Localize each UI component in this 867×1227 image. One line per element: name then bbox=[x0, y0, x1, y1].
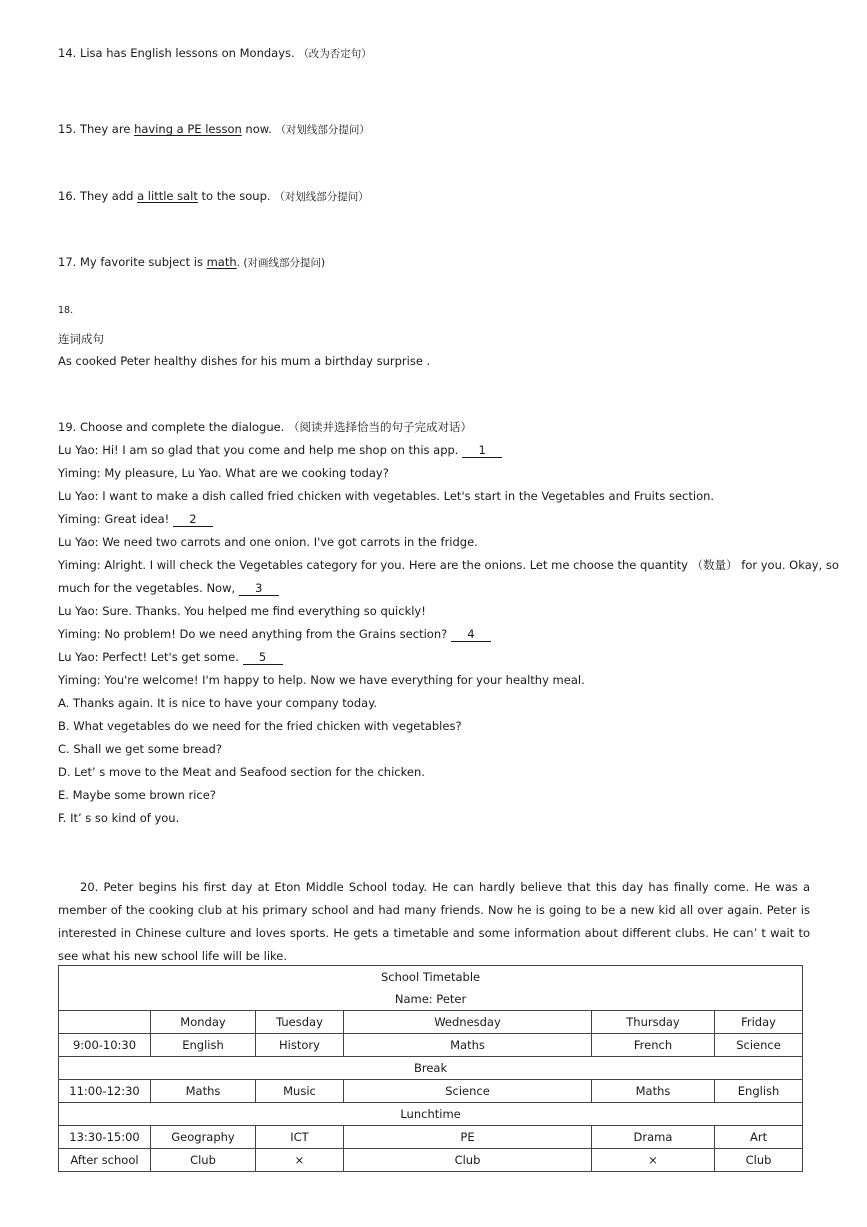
question-17 bbox=[58, 254, 325, 271]
dialogue-text: Yiming: Alright. I will check the Vegetables category for you. Here are the onions. Let me choose the quantity （数量） for you. Okay, so bbox=[58, 558, 839, 572]
subject-cell: Art bbox=[715, 1126, 803, 1149]
dialogue-text: much for the vegetables. Now, bbox=[58, 581, 239, 595]
dialogue-line bbox=[58, 534, 478, 550]
answer-blank[interactable]: 2 bbox=[173, 513, 213, 527]
option-item: D. Let’ s move to the Meat and Seafood section for the chicken. bbox=[58, 765, 425, 779]
day-header: Thursday bbox=[592, 1011, 715, 1034]
timetable-row bbox=[59, 1149, 803, 1172]
subject-cell: Club bbox=[715, 1149, 803, 1172]
subject-cell: French bbox=[592, 1034, 715, 1057]
time-cell: 9:00-10:30 bbox=[59, 1034, 151, 1057]
dialogue-line bbox=[58, 649, 283, 665]
q15-prefix: 15. They are bbox=[58, 122, 135, 136]
timetable bbox=[58, 965, 803, 1172]
day-header: Tuesday bbox=[256, 1011, 344, 1034]
subject-cell: Maths bbox=[151, 1080, 256, 1103]
dialogue-text: Lu Yao: I want to make a dish called fried chicken with vegetables. Let's start in the Vegetables and Fruits section. bbox=[58, 489, 715, 503]
subject-cell: Science bbox=[344, 1080, 592, 1103]
q18-number: 18. bbox=[58, 305, 74, 316]
answer-blank[interactable]: 5 bbox=[243, 651, 283, 665]
day-header: Wednesday bbox=[344, 1011, 592, 1034]
dialogue-line bbox=[58, 580, 279, 596]
timetable-title: School Timetable bbox=[59, 966, 803, 989]
day-header: Friday bbox=[715, 1011, 803, 1034]
option-item: A. Thanks again. It is nice to have your company today. bbox=[58, 696, 378, 710]
timetable-row bbox=[59, 1080, 803, 1103]
dialogue-line bbox=[58, 626, 491, 642]
dialogue-line bbox=[58, 442, 502, 458]
subject-cell: Science bbox=[715, 1034, 803, 1057]
timetable-row bbox=[59, 1034, 803, 1057]
q16-note: （对划线部分提问） bbox=[274, 191, 369, 203]
dialogue-text: Yiming: You're welcome! I'm happy to help. Now we have everything for your healthy meal. bbox=[58, 673, 585, 687]
dialogue-line bbox=[58, 465, 389, 481]
dialogue-line bbox=[58, 557, 839, 573]
subject-cell: Geography bbox=[151, 1126, 256, 1149]
subject-cell: ICT bbox=[256, 1126, 344, 1149]
time-cell: After school bbox=[59, 1149, 151, 1172]
q19-title: 19. Choose and complete the dialogue. （阅读并选择恰当的句子完成对话） bbox=[58, 420, 472, 434]
subject-cell: Maths bbox=[344, 1034, 592, 1057]
time-cell: 13:30-15:00 bbox=[59, 1126, 151, 1149]
q14-note: （改为否定句） bbox=[298, 48, 372, 60]
break-row bbox=[59, 1103, 803, 1126]
timetable-name: Name: Peter bbox=[59, 988, 803, 1011]
subject-cell: History bbox=[256, 1034, 344, 1057]
day-header: Monday bbox=[151, 1011, 256, 1034]
timetable-row bbox=[59, 1126, 803, 1149]
question-16 bbox=[58, 188, 369, 205]
dialogue-text: Lu Yao: Sure. Thanks. You helped me find everything so quickly! bbox=[58, 604, 426, 618]
dialogue-text: Lu Yao: We need two carrots and one onion. I've got carrots in the fridge. bbox=[58, 535, 478, 549]
option-item: B. What vegetables do we need for the fried chicken with vegetables? bbox=[58, 719, 462, 733]
q15-note: （对划线部分提问） bbox=[275, 124, 370, 136]
question-15 bbox=[58, 121, 370, 138]
q14-text: 14. Lisa has English lessons on Mondays. bbox=[58, 46, 295, 60]
subject-cell: English bbox=[715, 1080, 803, 1103]
option-item: C. Shall we get some bread? bbox=[58, 742, 222, 756]
dialogue-text: Yiming: No problem! Do we need anything from the Grains section? bbox=[58, 627, 451, 641]
q17-suffix: . (对画线部分提问) bbox=[236, 257, 326, 269]
subject-cell: PE bbox=[344, 1126, 592, 1149]
subject-cell: Club bbox=[344, 1149, 592, 1172]
dialogue-line bbox=[58, 603, 426, 619]
q20-passage: 20. Peter begins his first day at Eton Middle School today. He can hardly believe that this day has finally come. He was a member of the cooking club at his primary school and had many friends. Now he is going to be a new kid all over again. Peter is interested in Chinese culture and loves sports. He gets a timetable and some information about different clubs. He can’ t wait to see what his new school life will be like. bbox=[58, 880, 810, 963]
answer-blank[interactable]: 3 bbox=[239, 582, 279, 596]
answer-blank[interactable]: 4 bbox=[451, 628, 491, 642]
q15-underlined: having a PE lesson bbox=[134, 122, 242, 136]
timetable-header-row bbox=[59, 1011, 803, 1034]
option-item: F. It’ s so kind of you. bbox=[58, 811, 180, 825]
dialogue-line bbox=[58, 488, 714, 504]
header-empty-cell bbox=[59, 1011, 151, 1034]
time-cell: 11:00-12:30 bbox=[59, 1080, 151, 1103]
q16-suffix: to the soup. bbox=[197, 189, 271, 203]
dialogue-line bbox=[58, 672, 585, 688]
option-item: E. Maybe some brown rice? bbox=[58, 788, 216, 802]
dialogue-text: Yiming: My pleasure, Lu Yao. What are we cooking today? bbox=[58, 466, 389, 480]
break-label: Lunchtime bbox=[59, 1103, 803, 1126]
q16-prefix: 16. They add bbox=[58, 189, 138, 203]
break-label: Break bbox=[59, 1057, 803, 1080]
subject-cell: Maths bbox=[592, 1080, 715, 1103]
q15-suffix: now. bbox=[241, 122, 272, 136]
break-row bbox=[59, 1057, 803, 1080]
dialogue-text: Lu Yao: Perfect! Let's get some. bbox=[58, 650, 243, 664]
answer-blank[interactable]: 1 bbox=[462, 444, 502, 458]
dialogue-text: Yiming: Great idea! bbox=[58, 512, 173, 526]
subject-cell: Music bbox=[256, 1080, 344, 1103]
q18-words: As cooked Peter healthy dishes for his mum a birthday surprise . bbox=[58, 354, 431, 368]
subject-cell: Drama bbox=[592, 1126, 715, 1149]
q17-underlined: math bbox=[206, 255, 237, 269]
q16-underlined: a little salt bbox=[137, 189, 198, 203]
subject-cell: × bbox=[592, 1149, 715, 1172]
dialogue-text: Lu Yao: Hi! I am so glad that you come and help me shop on this app. bbox=[58, 443, 463, 457]
q18-instruction: 连词成句 bbox=[58, 332, 104, 346]
q17-prefix: 17. My favorite subject is bbox=[58, 255, 207, 269]
subject-cell: English bbox=[151, 1034, 256, 1057]
subject-cell: Club bbox=[151, 1149, 256, 1172]
question-14 bbox=[58, 45, 372, 62]
dialogue-line bbox=[58, 511, 213, 527]
subject-cell: × bbox=[256, 1149, 344, 1172]
